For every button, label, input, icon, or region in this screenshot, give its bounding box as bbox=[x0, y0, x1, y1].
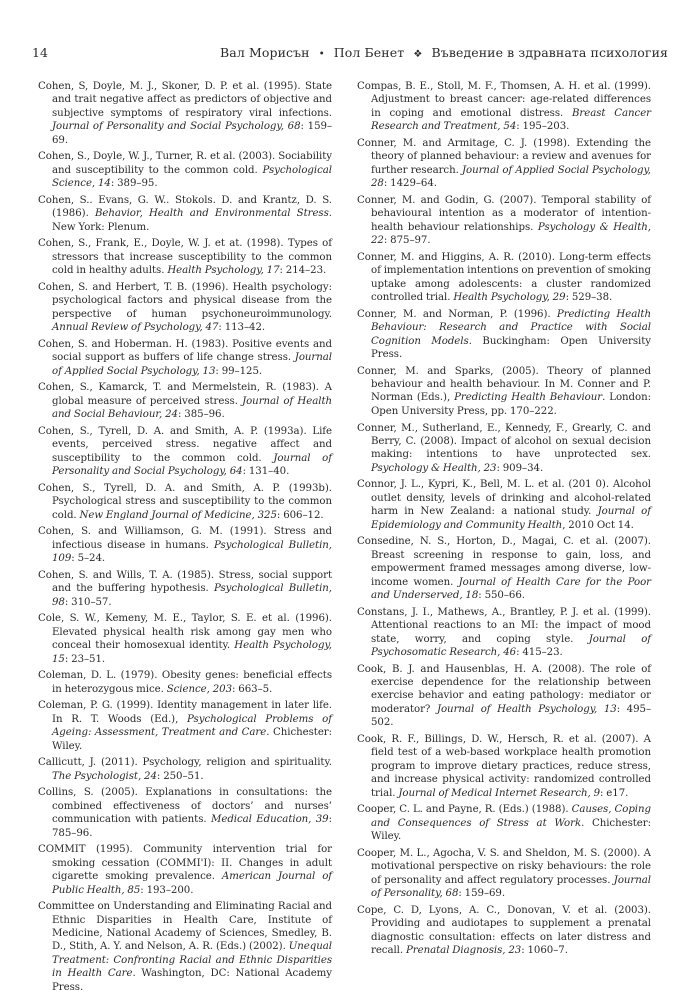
reference-source: Psychology & Health, 23 bbox=[371, 462, 497, 474]
reference-entry bbox=[357, 904, 651, 958]
reference-text: Coleman, P. G. (1999). Identity management in later life. In R. T. Woods (Ed.), bbox=[38, 700, 332, 725]
reference-source: Annual Review of Psychology, 47 bbox=[52, 322, 219, 334]
reference-text: Compas, B. E., Stoll, M. F., Thomsen, A. H. et al. (1999). Adjustment to breast cancer: age-related differences in coping and emotional distress. bbox=[357, 81, 651, 119]
reference-source: Behavior, Health and Environmental Stress bbox=[94, 208, 329, 220]
reference-text: Cole, S. W., Kemeny, M. E., Taylor, S. E. et al. (1996). Elevated physical health risk among gay men who conceal their homosexual identity. bbox=[38, 613, 332, 652]
reference-source: Psychological Science, 14 bbox=[52, 164, 332, 190]
reference-entry bbox=[38, 338, 332, 378]
reference-text: Cohen, S. and Herbert, T. B. (1996). Health psychology: psychological factors and physical disease from the perspective of human psychoneuroimmunology. bbox=[38, 281, 332, 320]
reference-source: Predicting Health Behaviour: Research and Practice with Social Cognition Models bbox=[371, 308, 651, 347]
reference-source: Journal of Personality and Social Psychology, 64 bbox=[52, 452, 332, 478]
reference-entry bbox=[357, 733, 651, 800]
reference-pages: : 159–69. bbox=[52, 121, 332, 146]
reference-entry bbox=[357, 535, 651, 602]
reference-text: Conner, M. and Godin, G. (2007). Temporal stability of behavioural intention as a moderator of intention-health behaviour relationships. bbox=[357, 194, 651, 233]
author-name-1: Вал Морисън bbox=[220, 45, 310, 60]
reference-entry bbox=[38, 786, 332, 840]
reference-text: Coleman, D. L. (1979). Obesity genes: beneficial effects in heterozygous mice. bbox=[38, 670, 332, 695]
reference-entry bbox=[38, 699, 332, 753]
reference-text: Cohen, S., Kamarck, T. and Mermelstein, R. (1983). A global measure of perceived stress. bbox=[38, 382, 332, 407]
reference-entry bbox=[38, 381, 332, 421]
reference-pages: : 389–95. bbox=[110, 178, 158, 190]
reference-pages: . Chichester: Wiley. bbox=[371, 817, 651, 843]
reference-text: Cohen, S. and Hoberman. H. (1983). Positive events and social support as buffers of life change stress. bbox=[38, 338, 332, 364]
references-column-left bbox=[38, 80, 332, 997]
reference-entry bbox=[38, 482, 332, 522]
reference-pages: : 1060–7. bbox=[521, 944, 568, 956]
reference-entry bbox=[38, 425, 332, 479]
reference-source: Journal of Health Care for the Poor and Underserved, 18 bbox=[371, 576, 651, 601]
reference-entry bbox=[38, 900, 332, 994]
reference-text: Cohen, S. and Williamson, G. M. (1991). Stress and infectious disease in humans. bbox=[38, 526, 332, 551]
reference-source: Medical Education, 39 bbox=[210, 814, 329, 826]
reference-text: Conner, M., Sutherland, E., Kennedy, F., Grearly, C. and Berry, C. (2008). Impact of alcohol on sexual decision making: intentions to have unprotected sex. bbox=[357, 422, 651, 461]
reference-pages: : e17. bbox=[600, 787, 629, 799]
reference-pages: : 909–34. bbox=[496, 462, 544, 474]
reference-pages: : 310–57. bbox=[64, 596, 112, 608]
reference-entry bbox=[357, 251, 651, 305]
reference-text: Cohen, S., Doyle, W. J., Turner, R. et al. (2003). Sociability and susceptibility to the common cold. bbox=[38, 151, 332, 176]
reference-pages: : 606–12. bbox=[276, 509, 324, 521]
reference-entry bbox=[38, 756, 332, 783]
reference-pages: : 159–69. bbox=[458, 888, 506, 900]
reference-entry bbox=[357, 478, 651, 532]
reference-entry bbox=[38, 281, 332, 335]
reference-pages: : 550–66. bbox=[478, 590, 525, 601]
reference-entry bbox=[357, 80, 651, 134]
bullet-separator: • bbox=[318, 49, 325, 60]
reference-text: Cook, B. J. and Hausenblas, H. A. (2008). The role of exercise dependence for the relationship between exercise behavior and eating pathology: mediator or moderator? bbox=[357, 663, 651, 715]
reference-text: Callicutt, J. (2011). Psychology, religion and spirituality. bbox=[38, 757, 332, 769]
reference-source: Health Psychology, 29 bbox=[453, 291, 566, 303]
reference-source: Causes, Coping and Consequences of Stress at Work bbox=[371, 804, 651, 829]
book-title: Въведение в здравната психология bbox=[431, 45, 668, 60]
reference-entry bbox=[38, 525, 332, 565]
reference-text: Cohen, S., Frank, E., Doyle, W. J. et at. (1998). Types of stressors that increase susceptibility to the common cold in healthy adults. bbox=[38, 238, 332, 277]
reference-source: The Psychologist, 24 bbox=[52, 770, 157, 782]
references-column-right bbox=[357, 80, 651, 961]
reference-pages: . Chichester: Wiley. bbox=[52, 727, 332, 752]
reference-text: Cohen, S., Tyrell, D. A. and Smith, A. P. (1993b). Psychological stress and susceptibility to the common cold. bbox=[38, 482, 332, 521]
reference-text: Cooper, C. L. and Payne, R. (Eds.) (1988). bbox=[357, 804, 572, 816]
reference-entry bbox=[38, 569, 332, 609]
reference-entry bbox=[357, 606, 651, 660]
reference-pages: : 385–96. bbox=[178, 409, 225, 421]
reference-text: Cohen, S., Tyrell, D. A. and Smith, A. P. (1993a). Life events, perceived stress. negative affect and susceptibility to the common cold. bbox=[38, 425, 332, 464]
reference-pages: : 663–5. bbox=[232, 683, 273, 695]
reference-pages: : 1429–64. bbox=[383, 178, 437, 190]
reference-source: Health Psychology, 15 bbox=[52, 640, 332, 665]
reference-entry bbox=[38, 150, 332, 190]
reference-text: Cohen, S.. Evans, G. W.. Stokols. D. and Krantz, D. S. (1986). bbox=[38, 194, 332, 220]
reference-source: Journal of Epidemiology and Community Health bbox=[371, 506, 651, 531]
reference-pages: . Buckingham: Open University Press. bbox=[371, 335, 651, 360]
reference-pages: . Washington, DC: National Academy Press. bbox=[52, 968, 332, 993]
page-number: 14 bbox=[32, 45, 48, 60]
reference-pages: : 193–200. bbox=[140, 884, 194, 896]
reference-pages: : 131–40. bbox=[242, 466, 290, 478]
reference-pages: : 5–24. bbox=[71, 553, 106, 565]
reference-entry bbox=[38, 194, 332, 234]
reference-source: Prenatal Diagnosis, 23 bbox=[405, 944, 522, 956]
reference-pages: . London: Open University Press, pp. 170–222. bbox=[371, 392, 652, 417]
reference-entry bbox=[357, 194, 651, 248]
author-name-2: Пол Бенет bbox=[333, 45, 405, 60]
reference-source: Health Psychology, 17 bbox=[167, 265, 280, 277]
reference-pages: : 99–125. bbox=[215, 365, 263, 377]
reference-source: Psychological Bulletin, 98 bbox=[52, 583, 332, 608]
reference-text: Conner, M. and Norman, P. (1996). bbox=[357, 308, 557, 320]
reference-entry bbox=[38, 80, 332, 147]
reference-pages: : 529–38. bbox=[565, 291, 613, 303]
reference-text: Cohen, S. and Wills, T. A. (1985). Stress, social support and the buffering hypothesis. bbox=[38, 569, 332, 595]
reference-text: Cope, C. D, Lyons, A. C., Donovan, V. et al. (2003). Providing and audiotapes to supplement a prenatal diagnostic consultation: effects on later distress and recall. bbox=[357, 904, 651, 956]
reference-text: Conner, M. and Sparks, (2005). Theory of planned behaviour and health behaviour. In M. Conner and P. Norman (Eds.), bbox=[357, 365, 651, 404]
diamond-separator: ❖ bbox=[413, 49, 423, 60]
reference-source: Psychological Bulletin, 109 bbox=[52, 539, 332, 565]
reference-text: Conner, M. and Higgins, A. R. (2010). Long-term effects of implementation intentions on prevention of smoking uptake among adolescents: a cluster randomized controlled trial. bbox=[357, 251, 651, 303]
running-head bbox=[220, 44, 668, 64]
reference-source: Journal of Applied Social Psychology, 28 bbox=[371, 164, 651, 190]
reference-text: Cohen, S, Doyle, M. J., Skoner, D. P. et al. (1995). State and trait negative affect as predictors of objective and subjective symptoms of respiratory viral infections. bbox=[38, 81, 332, 119]
reference-source: Psychology & Health, 22 bbox=[371, 221, 652, 247]
reference-text: Constans, J. I., Mathews, A., Brantley, P. J. et al. (1999). Attentional reactions to an MI: the impact of mood state, worry, and coping style. bbox=[357, 606, 651, 645]
reference-text: Cook, R. F., Billings, D. W., Hersch, R. et al. (2007). A field test of a web-based workplace health promotion program to improve dietary practices, reduce stress, and increase physical activity: randomized controlled trial. bbox=[357, 733, 651, 799]
reference-pages: , 2010 Oct 14. bbox=[562, 519, 634, 531]
reference-source: Science, 203 bbox=[166, 683, 233, 695]
reference-entry bbox=[357, 422, 651, 476]
reference-entry bbox=[38, 843, 332, 897]
reference-pages: : 495–502. bbox=[371, 703, 651, 729]
reference-entry bbox=[357, 137, 651, 191]
reference-pages: : 415–23. bbox=[516, 646, 563, 658]
reference-text: Consedine, N. S., Horton, D., Magai, C. et al. (2007). Breast screening in response to gain, loss, and empowerment framed messages among diverse, low-income women. bbox=[357, 536, 651, 588]
reference-source: Unequal Treatment: Confronting Racial and Ethnic Disparities in Health Care bbox=[52, 941, 332, 980]
reference-entry bbox=[38, 669, 332, 696]
reference-source: Journal of Personality, 68 bbox=[371, 874, 651, 900]
reference-entry bbox=[357, 847, 651, 901]
reference-source: Predicting Health Behaviour bbox=[454, 392, 603, 404]
reference-pages: : 875–97. bbox=[383, 235, 431, 247]
reference-source: Journal of Psychosomatic Research, 46 bbox=[371, 633, 651, 658]
reference-pages: : 785–96. bbox=[52, 814, 332, 839]
reference-source: Journal of Health Psychology, 13 bbox=[436, 703, 617, 715]
reference-entry bbox=[38, 612, 332, 666]
reference-text: Connor, J. L., Kypri, K., Bell, M. L. et al. (201 0). Alcohol outlet density, levels of drinking and alcohol-related harm in New Zealand: a national study. bbox=[357, 479, 651, 518]
reference-text: Committee on Understanding and Eliminating Racial and Ethnic Disparities in Health Care, Institute of Medicine, National Academy of Sciences, Smedley, B. D., Stith, A. Y. and Nelson, A. R. (Eds.) (2002). bbox=[38, 901, 332, 953]
reference-entry bbox=[357, 663, 651, 730]
reference-entry bbox=[357, 803, 651, 843]
reference-pages: . New York: Plenum. bbox=[52, 208, 332, 233]
reference-source: Breast Cancer Research and Treatment, 54 bbox=[371, 107, 651, 133]
reference-pages: : 195–203. bbox=[516, 121, 570, 133]
reference-pages: : 250–51. bbox=[156, 770, 204, 782]
reference-source: Journal of Health and Social Behaviour, 24 bbox=[52, 395, 332, 421]
reference-text: Collins, S. (2005). Explanations in consultations: the combined effectiveness of doctors’ and nurses’ communication with patients. bbox=[38, 787, 332, 826]
reference-entry bbox=[357, 365, 651, 419]
reference-pages: : 214–23. bbox=[279, 265, 327, 277]
reference-text: Cooper, M. L., Agocha, V. S. and Sheldon, M. S. (2000). A motivational perspective on risky behaviours: the role of personality and affect regulatory processes. bbox=[357, 847, 651, 886]
reference-source: Journal of Medical Internet Research, 9 bbox=[398, 787, 601, 799]
page-header bbox=[32, 44, 668, 62]
reference-source: Journal of Personality and Social Psychology, 68 bbox=[52, 121, 301, 133]
reference-text: COMMIT (1995). Community intervention trial for smoking cessation (COMMI'I): II. Changes in adult cigarette smoking prevalence. bbox=[38, 844, 332, 883]
reference-source: Psychological Problems of Ageing: Assessment, Treatment and Care bbox=[52, 713, 332, 739]
reference-entry bbox=[357, 308, 651, 362]
reference-entry bbox=[38, 237, 332, 277]
reference-source: Journal of Applied Social Psychology, 13 bbox=[52, 352, 332, 377]
reference-pages: : 23–51. bbox=[64, 653, 106, 665]
reference-text: Conner, M. and Armitage, C. J. (1998). Extending the theory of planned behaviour: a review and avenues for further research. bbox=[357, 137, 651, 176]
reference-pages: : 113–42. bbox=[218, 322, 266, 334]
reference-source: New England Journal of Medicine, 325 bbox=[79, 509, 277, 521]
reference-source: American Journal of Public Health, 85 bbox=[52, 871, 332, 896]
